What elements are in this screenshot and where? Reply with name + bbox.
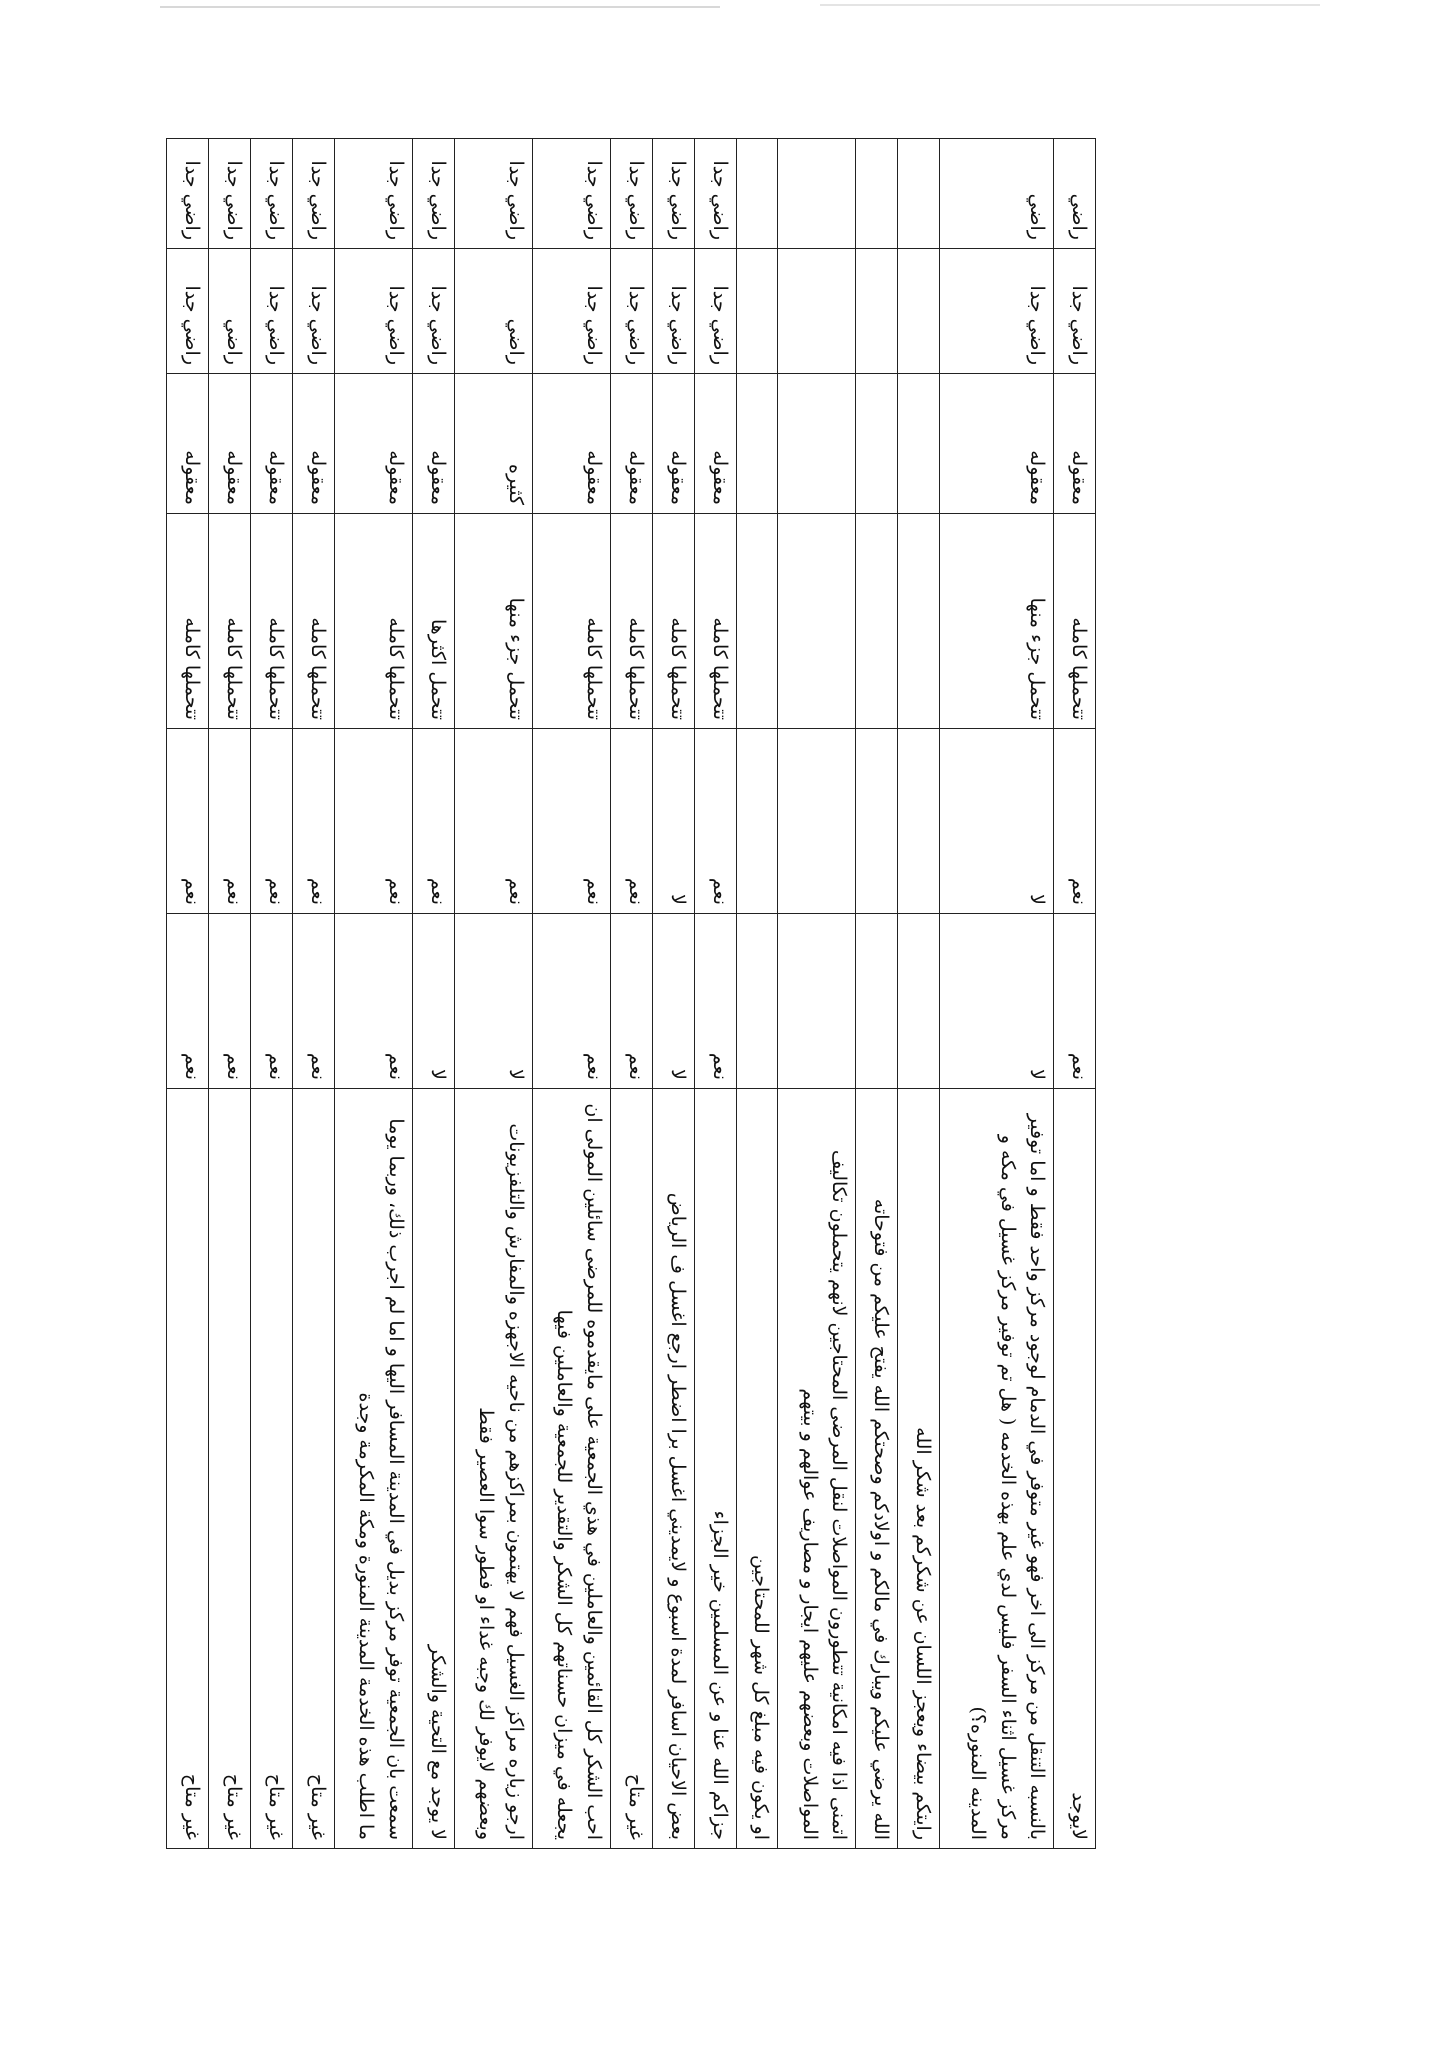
cell-cost-coverage: تتحمل اكثرها (412, 514, 454, 729)
cell-satisfaction-1: راضي جدا (532, 249, 610, 374)
cell-answer-1: نعم (610, 914, 652, 1089)
cell-amount-rating: كثيره (454, 374, 532, 514)
table-row (209, 139, 251, 1849)
cell-amount-rating: معقوله (335, 374, 413, 514)
cell-cost-coverage: تتحملها كامله (532, 514, 610, 729)
cell-answer-2: نعم (209, 729, 251, 914)
cell-cost-coverage: تتحملها كامله (335, 514, 413, 729)
cell-cost-coverage (856, 514, 898, 729)
cell-satisfaction-1: راضي جدا (610, 249, 652, 374)
cell-satisfaction-1: راضي جدا (694, 249, 736, 374)
cell-cost-coverage: تتحملها كامله (652, 514, 694, 729)
cell-satisfaction-2 (856, 139, 898, 249)
cell-answer-1: نعم (335, 914, 413, 1089)
cell-cost-coverage: تتحمل جزء منها (940, 514, 1054, 729)
cell-answer-2: نعم (167, 729, 209, 914)
scan-edge-mark (820, 4, 1320, 6)
cell-comment: بالنسبه التنقل من مركز الى اخر فهو غير متوفر في الدمام لوجود مركز واحد فقط و اما توفير مركز غسيل اثناء السفر فليس لدي علم بهذه الخدمه ( هل تم توفير مركز غسيل في مكه و المدينه المنوره؟) (940, 1089, 1054, 1849)
cell-answer-2: نعم (293, 729, 335, 914)
cell-comment: غير متاح (610, 1089, 652, 1849)
cell-amount-rating: معقوله (532, 374, 610, 514)
cell-answer-2: نعم (454, 729, 532, 914)
cell-comment: غير متاح (293, 1089, 335, 1849)
cell-cost-coverage: تتحملها كامله (167, 514, 209, 729)
cell-satisfaction-2 (778, 139, 856, 249)
cell-cost-coverage: تتحملها كامله (1054, 514, 1096, 729)
cell-answer-2 (856, 729, 898, 914)
cell-amount-rating: معقوله (251, 374, 293, 514)
cell-answer-1 (856, 914, 898, 1089)
table-row (167, 139, 209, 1849)
cell-comment: جزاكم الله عنا و عن المسلمين خير الجزاء (694, 1089, 736, 1849)
cell-answer-1: نعم (251, 914, 293, 1089)
cell-cost-coverage: تتحملها كامله (251, 514, 293, 729)
table-body (167, 139, 1096, 1849)
cell-comment: لايوجد (1054, 1089, 1096, 1849)
cell-cost-coverage: تتحملها كامله (610, 514, 652, 729)
cell-answer-2: نعم (610, 729, 652, 914)
cell-comment: او يكون فيه مبلغ كل شهر للمحتاجين (736, 1089, 778, 1849)
cell-satisfaction-2 (736, 139, 778, 249)
cell-cost-coverage: تتحملها كامله (209, 514, 251, 729)
table-row (652, 139, 694, 1849)
cell-comment: غير متاح (251, 1089, 293, 1849)
cell-amount-rating: معقوله (610, 374, 652, 514)
cell-answer-2 (898, 729, 940, 914)
cell-amount-rating (736, 374, 778, 514)
cell-satisfaction-1 (856, 249, 898, 374)
cell-satisfaction-2: راضي جدا (412, 139, 454, 249)
cell-satisfaction-1: راضي جدا (167, 249, 209, 374)
scan-edge-mark (160, 6, 720, 8)
cell-amount-rating (856, 374, 898, 514)
cell-satisfaction-1: راضي جدا (652, 249, 694, 374)
cell-answer-2: نعم (412, 729, 454, 914)
table-row (412, 139, 454, 1849)
cell-amount-rating: معقوله (293, 374, 335, 514)
cell-satisfaction-2: راضي (940, 139, 1054, 249)
cell-comment: غير متاح (167, 1089, 209, 1849)
cell-answer-2: نعم (251, 729, 293, 914)
cell-satisfaction-1: راضي جدا (1054, 249, 1096, 374)
cell-cost-coverage (778, 514, 856, 729)
cell-amount-rating: معقوله (412, 374, 454, 514)
cell-satisfaction-2: راضي جدا (209, 139, 251, 249)
cell-comment: غير متاح (209, 1089, 251, 1849)
cell-answer-1: نعم (1054, 914, 1096, 1089)
cell-satisfaction-1: راضي جدا (412, 249, 454, 374)
cell-comment: لا يوجد مع التحية والشكر (412, 1089, 454, 1849)
cell-answer-2: نعم (532, 729, 610, 914)
cell-amount-rating (898, 374, 940, 514)
cell-satisfaction-2 (898, 139, 940, 249)
cell-satisfaction-2: راضي جدا (652, 139, 694, 249)
table-row (778, 139, 856, 1849)
cell-answer-2: نعم (694, 729, 736, 914)
cell-comment: الله يرضي عليكم ويبارك في مالكم و اولادكم وصحتكم الله يفتح عليكم من فتوحاته (856, 1089, 898, 1849)
cell-satisfaction-1: راضي جدا (251, 249, 293, 374)
table-row (251, 139, 293, 1849)
cell-answer-2 (778, 729, 856, 914)
cell-answer-2 (736, 729, 778, 914)
table-row (1054, 139, 1096, 1849)
cell-comment: بعض الاحيان اسافر لمدة اسبوع و لايمديني اغسل برا اضطر ارجع اغسل ف الرياض (652, 1089, 694, 1849)
cell-satisfaction-2: راضي جدا (532, 139, 610, 249)
cell-answer-1: نعم (532, 914, 610, 1089)
cell-comment: سمعت بان الجمعية توفر مركز بديل في المدينة المسافر اليها و اما لم اجرب ذلك، وربما يوما ما اطلب هذه الخدمة المدينة المنورة ومكة المكرمة وجدة (335, 1089, 413, 1849)
cell-answer-1 (778, 914, 856, 1089)
cell-satisfaction-1 (898, 249, 940, 374)
cell-satisfaction-1 (778, 249, 856, 374)
cell-comment: احب الشكر كل القائمين والعاملين في هذي الجمعية على مايقدموه للمرضى سائلين المولى ان يجعله في ميزان حسناتهم كل الشكر والتقدير للجمعية والعاملين فيها (532, 1089, 610, 1849)
cell-satisfaction-2: راضي جدا (335, 139, 413, 249)
cell-cost-coverage (736, 514, 778, 729)
table-row (940, 139, 1054, 1849)
cell-amount-rating: معقوله (209, 374, 251, 514)
cell-cost-coverage: تتحمل جزء منها (454, 514, 532, 729)
cell-satisfaction-1: راضي (209, 249, 251, 374)
cell-satisfaction-2: راضي جدا (167, 139, 209, 249)
table-row (532, 139, 610, 1849)
survey-responses-table (166, 138, 1096, 1849)
cell-answer-2: نعم (335, 729, 413, 914)
cell-answer-1: لا (412, 914, 454, 1089)
cell-comment: رايتكم بيضاء ويعجز اللسان عن شكركم بعد شكر الله (898, 1089, 940, 1849)
cell-answer-1: نعم (694, 914, 736, 1089)
cell-answer-1: نعم (293, 914, 335, 1089)
cell-answer-2: لا (940, 729, 1054, 914)
cell-satisfaction-2: راضي جدا (251, 139, 293, 249)
cell-satisfaction-2: راضي (1054, 139, 1096, 249)
cell-cost-coverage: تتحملها كامله (293, 514, 335, 729)
table-row (454, 139, 532, 1849)
rotated-page (166, 138, 1096, 1848)
table-row (856, 139, 898, 1849)
cell-satisfaction-1: راضي (454, 249, 532, 374)
table-row (610, 139, 652, 1849)
cell-answer-1: لا (454, 914, 532, 1089)
cell-answer-1 (898, 914, 940, 1089)
cell-answer-1: لا (652, 914, 694, 1089)
cell-answer-1: لا (940, 914, 1054, 1089)
cell-comment: اتمنى اذا فيه امكانية تتطورون المواصلات لنقل المرضى المحتاجين لانهم يتحملون تكاليف المواصلات وبعضهم عليهم ايجار و مصاريف عوالهم و بيتهم (778, 1089, 856, 1849)
cell-satisfaction-2: راضي جدا (293, 139, 335, 249)
cell-satisfaction-1: راضي جدا (293, 249, 335, 374)
cell-answer-2: نعم (1054, 729, 1096, 914)
cell-amount-rating (778, 374, 856, 514)
cell-answer-1 (736, 914, 778, 1089)
cell-satisfaction-2: راضي جدا (694, 139, 736, 249)
cell-satisfaction-2: راضي جدا (454, 139, 532, 249)
cell-answer-2: لا (652, 729, 694, 914)
cell-answer-1: نعم (167, 914, 209, 1089)
cell-amount-rating: معقوله (167, 374, 209, 514)
cell-satisfaction-1: راضي جدا (335, 249, 413, 374)
cell-amount-rating: معقوله (1054, 374, 1096, 514)
table-row (898, 139, 940, 1849)
cell-cost-coverage: تتحملها كامله (694, 514, 736, 729)
cell-amount-rating: معقوله (652, 374, 694, 514)
table-row (335, 139, 413, 1849)
table-row (736, 139, 778, 1849)
cell-amount-rating: معقوله (694, 374, 736, 514)
cell-answer-1: نعم (209, 914, 251, 1089)
cell-satisfaction-2: راضي جدا (610, 139, 652, 249)
cell-satisfaction-1 (736, 249, 778, 374)
cell-comment: ارجو زياره مراكز الغسيل فهم لا يهتمون بمراكزهم من ناحيه الاجهزه والمفارش والتلفزيونات وبعضهم لايوفر لك وجبه غداء او فطور سوا العصير فقط (454, 1089, 532, 1849)
rotated-table-frame (166, 138, 1096, 1848)
cell-amount-rating: معقوله (940, 374, 1054, 514)
cell-satisfaction-1: راضي جدا (940, 249, 1054, 374)
cell-cost-coverage (898, 514, 940, 729)
table-row (293, 139, 335, 1849)
table-row (694, 139, 736, 1849)
